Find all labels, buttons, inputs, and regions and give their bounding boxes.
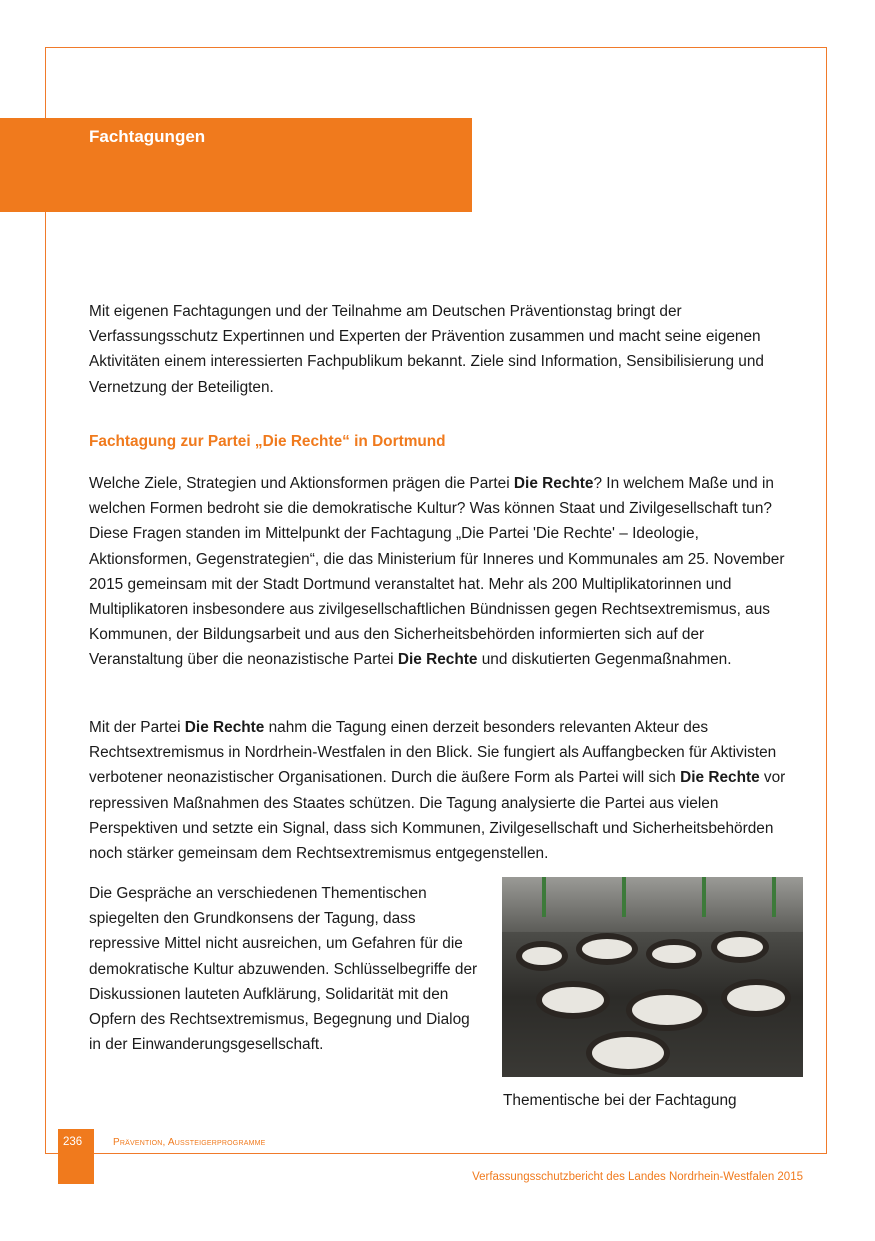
party-name: Die Rechte [397, 651, 478, 669]
party-name: Die Rechte [513, 475, 594, 492]
conference-photo [502, 877, 803, 1077]
paragraph-3: Die Gespräche an verschiedenen Thementischen spiegelten den Grundkonsens der Tagung, dass repressive Mittel nicht ausreichen, um Gefahren für die demokratische Kultur abzuwenden. Schlüsselbegriffe der Diskussionen lauteten Aufklärung, Solidarität mit den Opfern des Rechtsextremismus, Begegnung und Dialog in der Einwanderungsgesellschaft. [89, 885, 478, 1054]
section-label: Prävention, Aussteigerprogramme [113, 1137, 266, 1148]
party-name: Die Rechte [680, 769, 760, 787]
publication-footer: Verfassungsschutzbericht des Landes Nordrhein-Westfalen 2015 [472, 1171, 803, 1183]
photo-caption: Thementische bei der Fachtagung [503, 1092, 737, 1109]
paragraph-1: Welche Ziele, Strategien und Aktionsformen prägen die Partei Die Rechte? In welchem Maße und in welchen Formen bedroht sie die demokratische Kultur? Was können Staat und Zivilgesellschaft tun? Diese Fragen standen im Mittelpunkt der Fachtagung „Die Partei 'Die Rechte' – Ideologie, Aktionsformen, Gegenstrategien“, die das Ministerium für Inneres und Kommunales am 25. November 2015 gemeinsam mit der Stadt Dortmund veranstaltet hat. Mehr als 200 Multiplikatorinnen und Multiplikatoren insbesondere aus zivilgesellschaftlichen Bündnissen gegen Rechtsextremismus, aus Kommunen, der Bildungsarbeit und aus den Sicherheitsbehörden informierten sich auf der Veranstaltung über die neonazistische Partei Die Rechte und diskutierten Gegenmaßnahmen. [89, 475, 785, 669]
page-number: 236 [63, 1136, 83, 1148]
page-title: Fachtagungen [89, 127, 206, 146]
paragraph-2: Mit der Partei Die Rechte nahm die Tagung einen derzeit besonders relevanten Akteur des Rechtsextremismus in Nordrhein-Westfalen in den Blick. Sie fungiert als Auffangbecken für Aktivisten verbotener neonazistischer Organisationen. Durch die äußere Form als Partei will sich Die Rechte vor repressiven Maßnahmen des Staates schützen. Die Tagung analysierte die Partei aus vielen Perspektiven und setzte ein Signal, dass sich Kommunen, Zivilgesellschaft und Sicherheitsbehörden noch stärker gemeinsam dem Rechtsextremismus entgegenstellen. [89, 719, 786, 863]
party-name: Die Rechte [184, 719, 265, 736]
intro-paragraph: Mit eigenen Fachtagungen und der Teilnahme am Deutschen Präventionstag bringt der Verfassungsschutz Expertinnen und Experten der Prävention zusammen und macht seine eigenen Aktivitäten einem interessierten Fachpublikum bekannt. Ziele sind Information, Sensibilisierung und Vernetzung der Beteiligten. [89, 303, 764, 396]
section-heading: Fachtagung zur Partei „Die Rechte“ in Dortmund [89, 433, 446, 450]
header-band [0, 118, 472, 212]
